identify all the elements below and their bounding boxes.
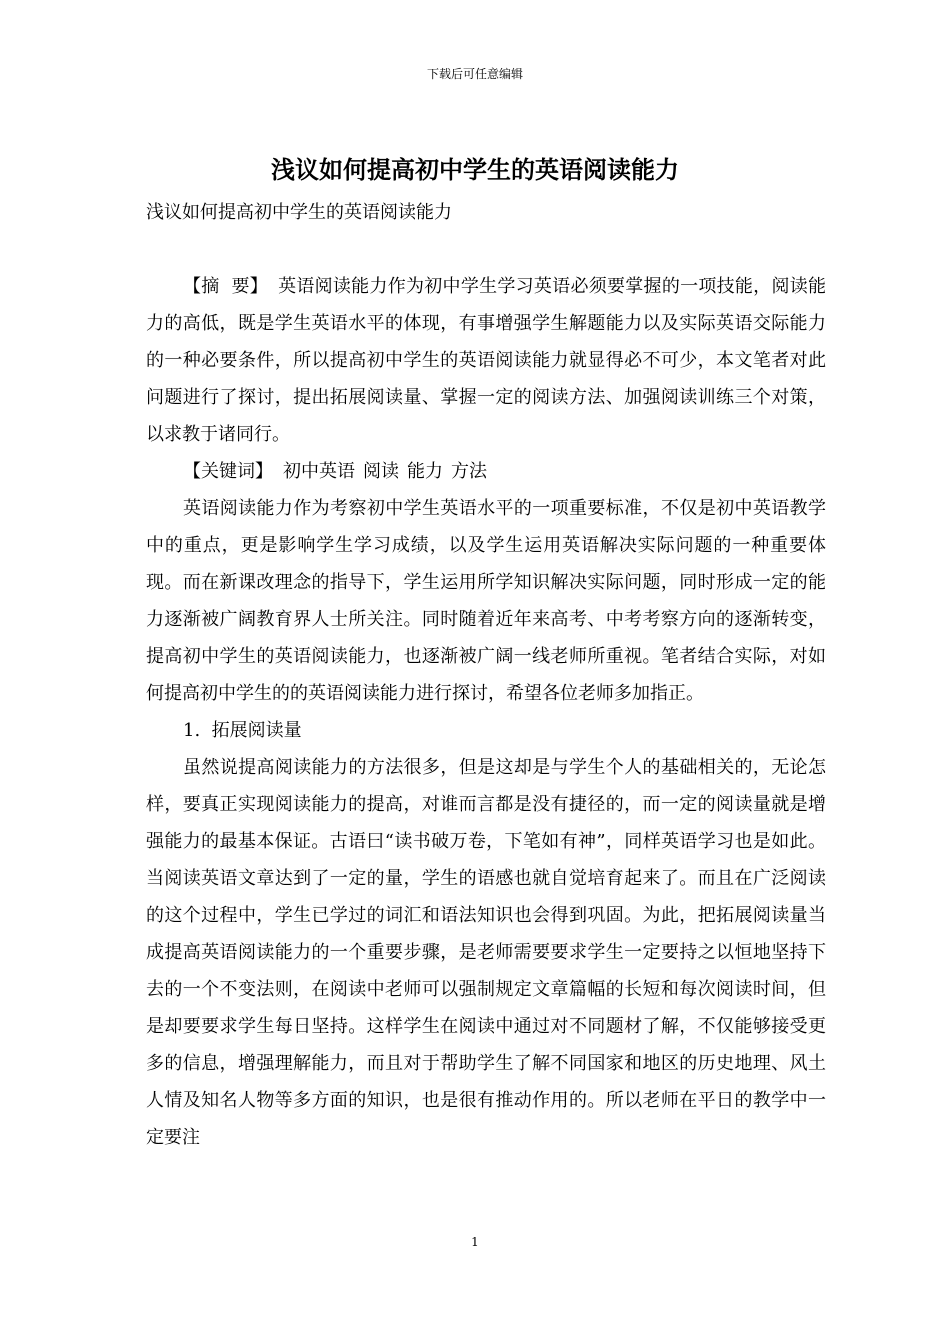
page-number: 1	[471, 1235, 479, 1249]
body-text	[146, 268, 826, 1156]
keyword: 初中英语	[283, 461, 355, 482]
abstract-label: 【摘 要】	[183, 276, 269, 297]
keyword: 阅读	[363, 461, 399, 482]
abstract-paragraph	[146, 268, 826, 453]
section-heading: 1. 拓展阅读量	[183, 720, 302, 741]
document-title: 浅议如何提高初中学生的英语阅读能力	[271, 155, 679, 184]
document-subtitle: 浅议如何提高初中学生的英语阅读能力	[146, 202, 452, 223]
section-paragraph: 虽然说提高阅读能力的方法很多，但是这却是与学生个人的基础相关的，无论怎样，要真正实现阅读能力的提高，对谁而言都是没有捷径的，而一定的阅读量就是增强能力的最基本保证。古语曰“读书破万卷，下笔如有神”，同样英语学习也是如此。当阅读英语文章达到了一定的量，学生的语感也就自觉培育起来了。而且在广泛阅读的这个过程中，学生已学过的词汇和语法知识也会得到巩固。为此，把拓展阅读量当成提高英语阅读能力的一个重要步骤，是老师需要要求学生一定要持之以恒地坚持下去的一个不变法则，在阅读中老师可以强制规定文章篇幅的长短和每次阅读时间，但是却要要求学生每日坚持。这样学生在阅读中通过对不同题材了解，不仅能够接受更多的信息，增强理解能力，而且对于帮助学生了解不同国家和地区的历史地理、风土人情及知名人物等多方面的知识，也是很有推动作用的。所以老师在平日的教学中一定要注	[146, 757, 826, 1148]
intro-paragraph: 英语阅读能力作为考察初中学生英语水平的一项重要标准，不仅是初中英语教学中的重点，更是影响学生学习成绩，以及学生运用英语解决实际问题的一种重要体现。而在新课改理念的指导下，学生运用所学知识解决实际问题，同时形成一定的能力逐渐被广阔教育界人士所关注。同时随着近年来高考、中考考察方向的逐渐转变，提高初中学生的英语阅读能力，也逐渐被广阔一线老师所重视。笔者结合实际，对如何提高初中学生的的英语阅读能力进行探讨，希望各位老师多加指正。	[146, 498, 826, 704]
keyword: 方法	[451, 461, 487, 482]
keywords-label: 【关键词】	[183, 461, 273, 482]
abstract-text: 英语阅读能力作为初中学生学习英语必须要掌握的一项技能，阅读能力的高低，既是学生英语水平的体现，有事增强学生解题能力以及实际英语交际能力的一种必要条件，所以提高初中学生的英语阅读能力就显得必不可少，本文笔者对此问题进行了探讨，提出拓展阅读量、掌握一定的阅读方法、加强阅读训练三个对策，以求教于诸同行。	[146, 276, 827, 445]
keyword: 能力	[407, 461, 443, 482]
document-body	[146, 194, 826, 1156]
keywords-paragraph	[146, 453, 826, 490]
page-header-note: 下载后可任意编辑	[426, 67, 523, 81]
